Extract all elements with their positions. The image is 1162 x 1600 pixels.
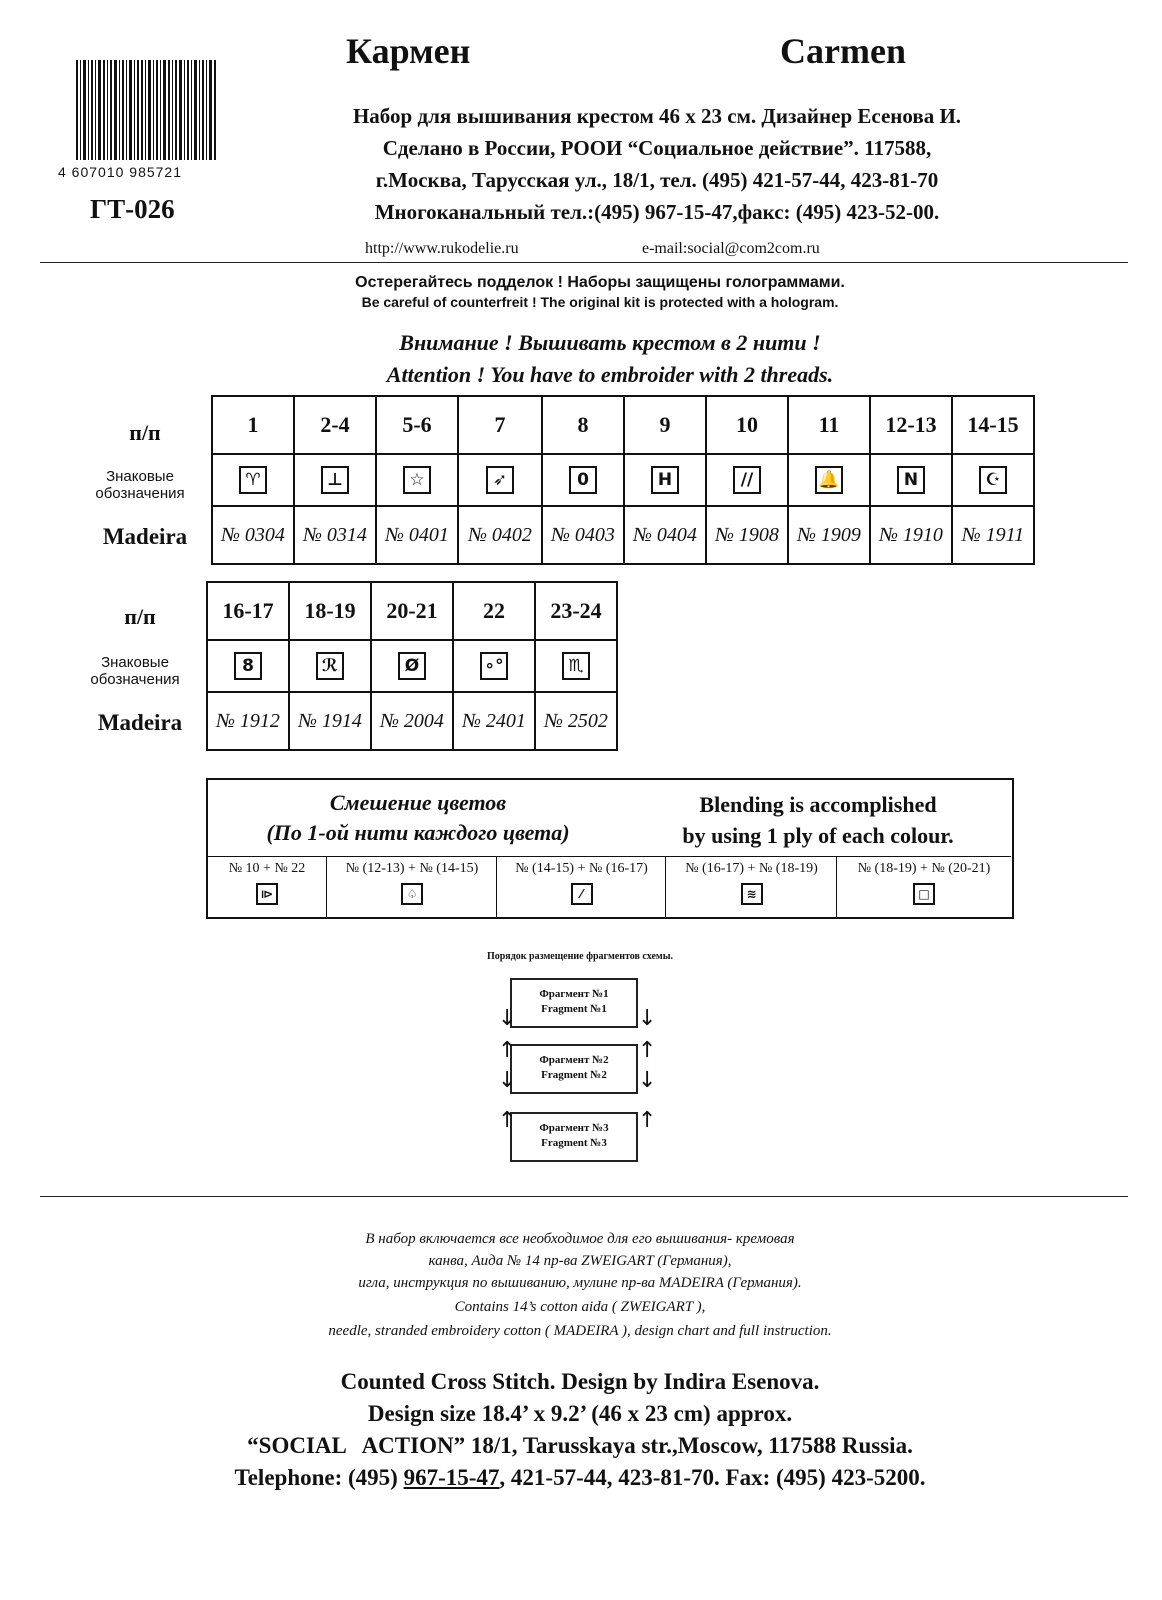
cell-madeira [706, 506, 788, 564]
stitch-symbol-icon: 0 [569, 466, 597, 494]
barcode-digits: 4 607010 985721 [58, 164, 182, 180]
cell-number [212, 396, 294, 454]
footer-line-4 [150, 1462, 1010, 1493]
attention-en: Attention ! You have to embroider with 2 threads. [386, 362, 834, 387]
fragment-en: Fragment №3 [541, 1137, 607, 1149]
contents-en-1: Contains 14’s cotton aida ( ZWEIGART ), [454, 1299, 706, 1315]
stitch-symbol-icon: N [897, 466, 925, 494]
footer-phone-prefix: Telephone: (495) [234, 1465, 404, 1490]
stitch-symbol-icon: 8 [234, 652, 262, 680]
madeira-code: № 0403 [551, 523, 615, 546]
color-number: 10 [736, 412, 758, 437]
arrow-down-icon: ↓ [498, 1068, 517, 1093]
cell-madeira [788, 506, 870, 564]
cell-number [788, 396, 870, 454]
stitch-symbol-icon: 🔔 [815, 466, 843, 494]
madeira-code: № 2502 [544, 709, 608, 732]
blend-cell [836, 856, 1011, 918]
stitch-symbol-icon: ℛ [316, 652, 344, 680]
arrow-down-icon: ↓ [498, 1006, 517, 1031]
color-number: 12-13 [885, 412, 937, 437]
madeira-code: № 1909 [797, 523, 861, 546]
row-label-symbols-2-line2: обозначения [90, 671, 180, 688]
madeira-code: № 2004 [380, 709, 444, 732]
cell-madeira [952, 506, 1034, 564]
cell-symbol [706, 454, 788, 506]
cell-number [376, 396, 458, 454]
row-label-symbols [70, 468, 210, 502]
contents-ru-1: В набор включается все необходимое для его вышивания- кремовая [365, 1231, 795, 1247]
color-number: 8 [577, 412, 589, 437]
color-key-table-1 [211, 395, 1035, 565]
fragment-box [510, 1112, 638, 1162]
cell-number [952, 396, 1034, 454]
blending-title-en-2: by using 1 ply of each colour. [682, 823, 954, 848]
blending-title-en-1: Blending is accomplished [699, 792, 937, 817]
cell-number [624, 396, 706, 454]
fragment-ru: Фрагмент №3 [539, 1122, 609, 1134]
blend-symbol-icon: ⧐ [256, 883, 278, 905]
cell-madeira [376, 506, 458, 564]
color-number: 18-19 [304, 598, 356, 623]
arrow-up-icon: ↑ [498, 1108, 517, 1133]
footer-line-2: Design size 18.4’ x 9.2’ (46 x 23 cm) approx. [367, 1401, 793, 1426]
stitch-symbol-icon: ♏ [562, 652, 590, 680]
blend-label: № (16-17) + № (18-19) [685, 861, 818, 876]
color-number: 22 [483, 598, 505, 623]
stitch-symbol-icon: ♈ [239, 466, 267, 494]
cell-madeira [624, 506, 706, 564]
cell-madeira [458, 506, 542, 564]
blend-symbol-icon: ♤ [401, 883, 423, 905]
attention-ru: Внимание ! Вышивать крестом в 2 нити ! [399, 330, 821, 355]
cell-madeira [870, 506, 952, 564]
header-line-4: Многоканальный тел.:(495) 967-15-47,факс: (495) 423-52-00. [374, 200, 940, 224]
cell-number [453, 582, 535, 640]
title-ru: Кармен [346, 31, 471, 71]
cell-symbol [870, 454, 952, 506]
cell-madeira [371, 692, 453, 750]
cell-symbol [376, 454, 458, 506]
header-line-2: Сделано в России, РООИ “Социальное действие”. 117588, [382, 136, 932, 160]
color-number: 5-6 [402, 412, 432, 437]
cell-number [371, 582, 453, 640]
divider-top [40, 262, 1128, 263]
cell-madeira [294, 506, 376, 564]
blend-symbol-icon: □ [913, 883, 935, 905]
cell-symbol [542, 454, 624, 506]
madeira-code: № 0402 [468, 523, 532, 546]
blend-label: № (12-13) + № (14-15) [345, 861, 479, 876]
blend-cell [665, 856, 837, 918]
cell-number [289, 582, 371, 640]
cell-symbol [535, 640, 617, 692]
madeira-code: № 1912 [216, 709, 280, 732]
cell-number [706, 396, 788, 454]
fragment-ru: Фрагмент №1 [539, 988, 609, 1000]
title-en: Carmen [780, 31, 906, 71]
article-number: ГТ-026 [90, 194, 175, 224]
madeira-code: № 1910 [879, 523, 943, 546]
divider-bottom [40, 1196, 1128, 1197]
blend-cell [208, 856, 326, 918]
color-number: 20-21 [386, 598, 438, 623]
stitch-symbol-icon: H [651, 466, 679, 494]
madeira-code: № 1908 [715, 523, 779, 546]
color-number: 23-24 [550, 598, 602, 623]
stitch-symbol-icon: // [733, 466, 761, 494]
contents-ru-2: канва, Аида № 14 пр-ва ZWEIGART (Германия), [428, 1253, 732, 1269]
arrow-down-icon: ↓ [638, 1006, 657, 1031]
color-number: 14-15 [967, 412, 1019, 437]
cell-symbol [371, 640, 453, 692]
fragment-box [510, 978, 638, 1028]
arrow-up-icon: ↑ [638, 1038, 657, 1063]
color-number: 11 [818, 412, 840, 437]
header-line-1: Набор для вышивания крестом 46 х 23 см. Дизайнер Есенова И. [352, 104, 962, 128]
cell-madeira [535, 692, 617, 750]
fragment-box [510, 1044, 638, 1094]
row-label-symbols-2 [70, 654, 200, 688]
arrow-up-icon: ↑ [638, 1108, 657, 1133]
blend-symbol-icon: ≋ [741, 883, 763, 905]
cell-number [870, 396, 952, 454]
row-label-symbols-2-line1: Знаковые [101, 654, 169, 671]
row-label-symbols-line1: Знаковые [106, 468, 174, 485]
fragment-en: Fragment №1 [541, 1003, 607, 1015]
footer-phone-underlined: 967-15-47 [403, 1465, 500, 1490]
website-link[interactable]: http://www.rukodelie.ru [365, 240, 519, 257]
barcode [76, 60, 216, 160]
madeira-code: № 0304 [221, 523, 285, 546]
blend-label: № (14-15) + № (16-17) [515, 861, 648, 876]
blend-label: № 10 + № 22 [228, 861, 306, 876]
fragments-title: Порядок размещение фрагментов схемы. [486, 951, 674, 962]
color-key-table-2 [206, 581, 618, 751]
color-number: 9 [659, 412, 671, 437]
madeira-code: № 1911 [961, 523, 1025, 546]
cell-number [535, 582, 617, 640]
cell-number [458, 396, 542, 454]
cell-symbol [788, 454, 870, 506]
row-label-symbols-line2: обозначения [95, 485, 185, 502]
fragment-ru: Фрагмент №2 [539, 1054, 609, 1066]
cell-number [542, 396, 624, 454]
cell-symbol [624, 454, 706, 506]
warning-en: Be careful of counterfreit ! The original kit is protected with a hologram. [361, 294, 839, 310]
madeira-code: № 0404 [633, 523, 697, 546]
stitch-symbol-icon: ⊥ [321, 466, 349, 494]
cell-symbol [294, 454, 376, 506]
stitch-symbol-icon: ☆ [403, 466, 431, 494]
cell-number [294, 396, 376, 454]
cell-symbol [458, 454, 542, 506]
color-number: 16-17 [222, 598, 274, 623]
blend-cell [496, 856, 666, 918]
stitch-symbol-icon: Ø [398, 652, 426, 680]
cell-number [207, 582, 289, 640]
madeira-code: № 0314 [303, 523, 367, 546]
blending-title-ru-2: (По 1-ой нити каждого цвета) [266, 820, 570, 845]
footer-line-3: “SOCIAL ACTION” 18/1, Tarusskaya str.,Moscow, 117588 Russia. [247, 1433, 913, 1458]
blending-title-ru-1: Смешение цветов [329, 790, 507, 815]
contents-ru-3: игла, инструкция по вышиванию, мулине пр-ва MADEIRA (Германия). [358, 1275, 802, 1291]
blend-symbol-icon: ⁄ [571, 883, 593, 905]
header-line-3: г.Москва, Тарусская ул., 18/1, тел. (495) 421-57-44, 423-81-70 [375, 168, 939, 192]
warning-ru: Остерегайтесь подделок ! Наборы защищены голограммами. [355, 274, 845, 291]
blend-label: № (18-19) + № (20-21) [857, 861, 991, 876]
madeira-code: № 1914 [298, 709, 362, 732]
color-number: 2-4 [320, 412, 350, 437]
madeira-code: № 2401 [462, 709, 526, 732]
email-link[interactable]: e-mail:social@com2com.ru [642, 240, 820, 257]
arrow-up-icon: ↑ [498, 1038, 517, 1063]
row-label-madeira: Madeira [102, 524, 188, 549]
stitch-symbol-icon: ➶ [486, 466, 514, 494]
blend-cell [326, 856, 497, 918]
stitch-symbol-icon: ∘° [480, 652, 508, 680]
cell-symbol [207, 640, 289, 692]
arrow-down-icon: ↓ [638, 1068, 657, 1093]
color-number: 1 [247, 412, 259, 437]
footer-line-1: Counted Cross Stitch. Design by Indira Esenova. [340, 1369, 820, 1394]
cell-madeira [207, 692, 289, 750]
cell-madeira [542, 506, 624, 564]
cell-symbol [952, 454, 1034, 506]
contents-en-2: needle, stranded embroidery cotton ( MADEIRA ), design chart and full instruction. [328, 1323, 832, 1339]
cell-symbol [289, 640, 371, 692]
footer-phone-rest: , 421-57-44, 423-81-70. Fax: (495) 423-5200. [499, 1465, 926, 1490]
row-label-madeira-2: Madeira [97, 710, 183, 735]
blending-box [206, 778, 1014, 919]
fragment-en: Fragment №2 [541, 1069, 607, 1081]
row-label-pp-2: п/п [124, 604, 156, 629]
cell-symbol [453, 640, 535, 692]
color-number: 7 [494, 412, 506, 437]
cell-madeira [212, 506, 294, 564]
madeira-code: № 0401 [385, 523, 449, 546]
cell-madeira [289, 692, 371, 750]
stitch-symbol-icon: ☪ [979, 466, 1007, 494]
cell-madeira [453, 692, 535, 750]
row-label-pp: п/п [129, 420, 161, 445]
cell-symbol [212, 454, 294, 506]
